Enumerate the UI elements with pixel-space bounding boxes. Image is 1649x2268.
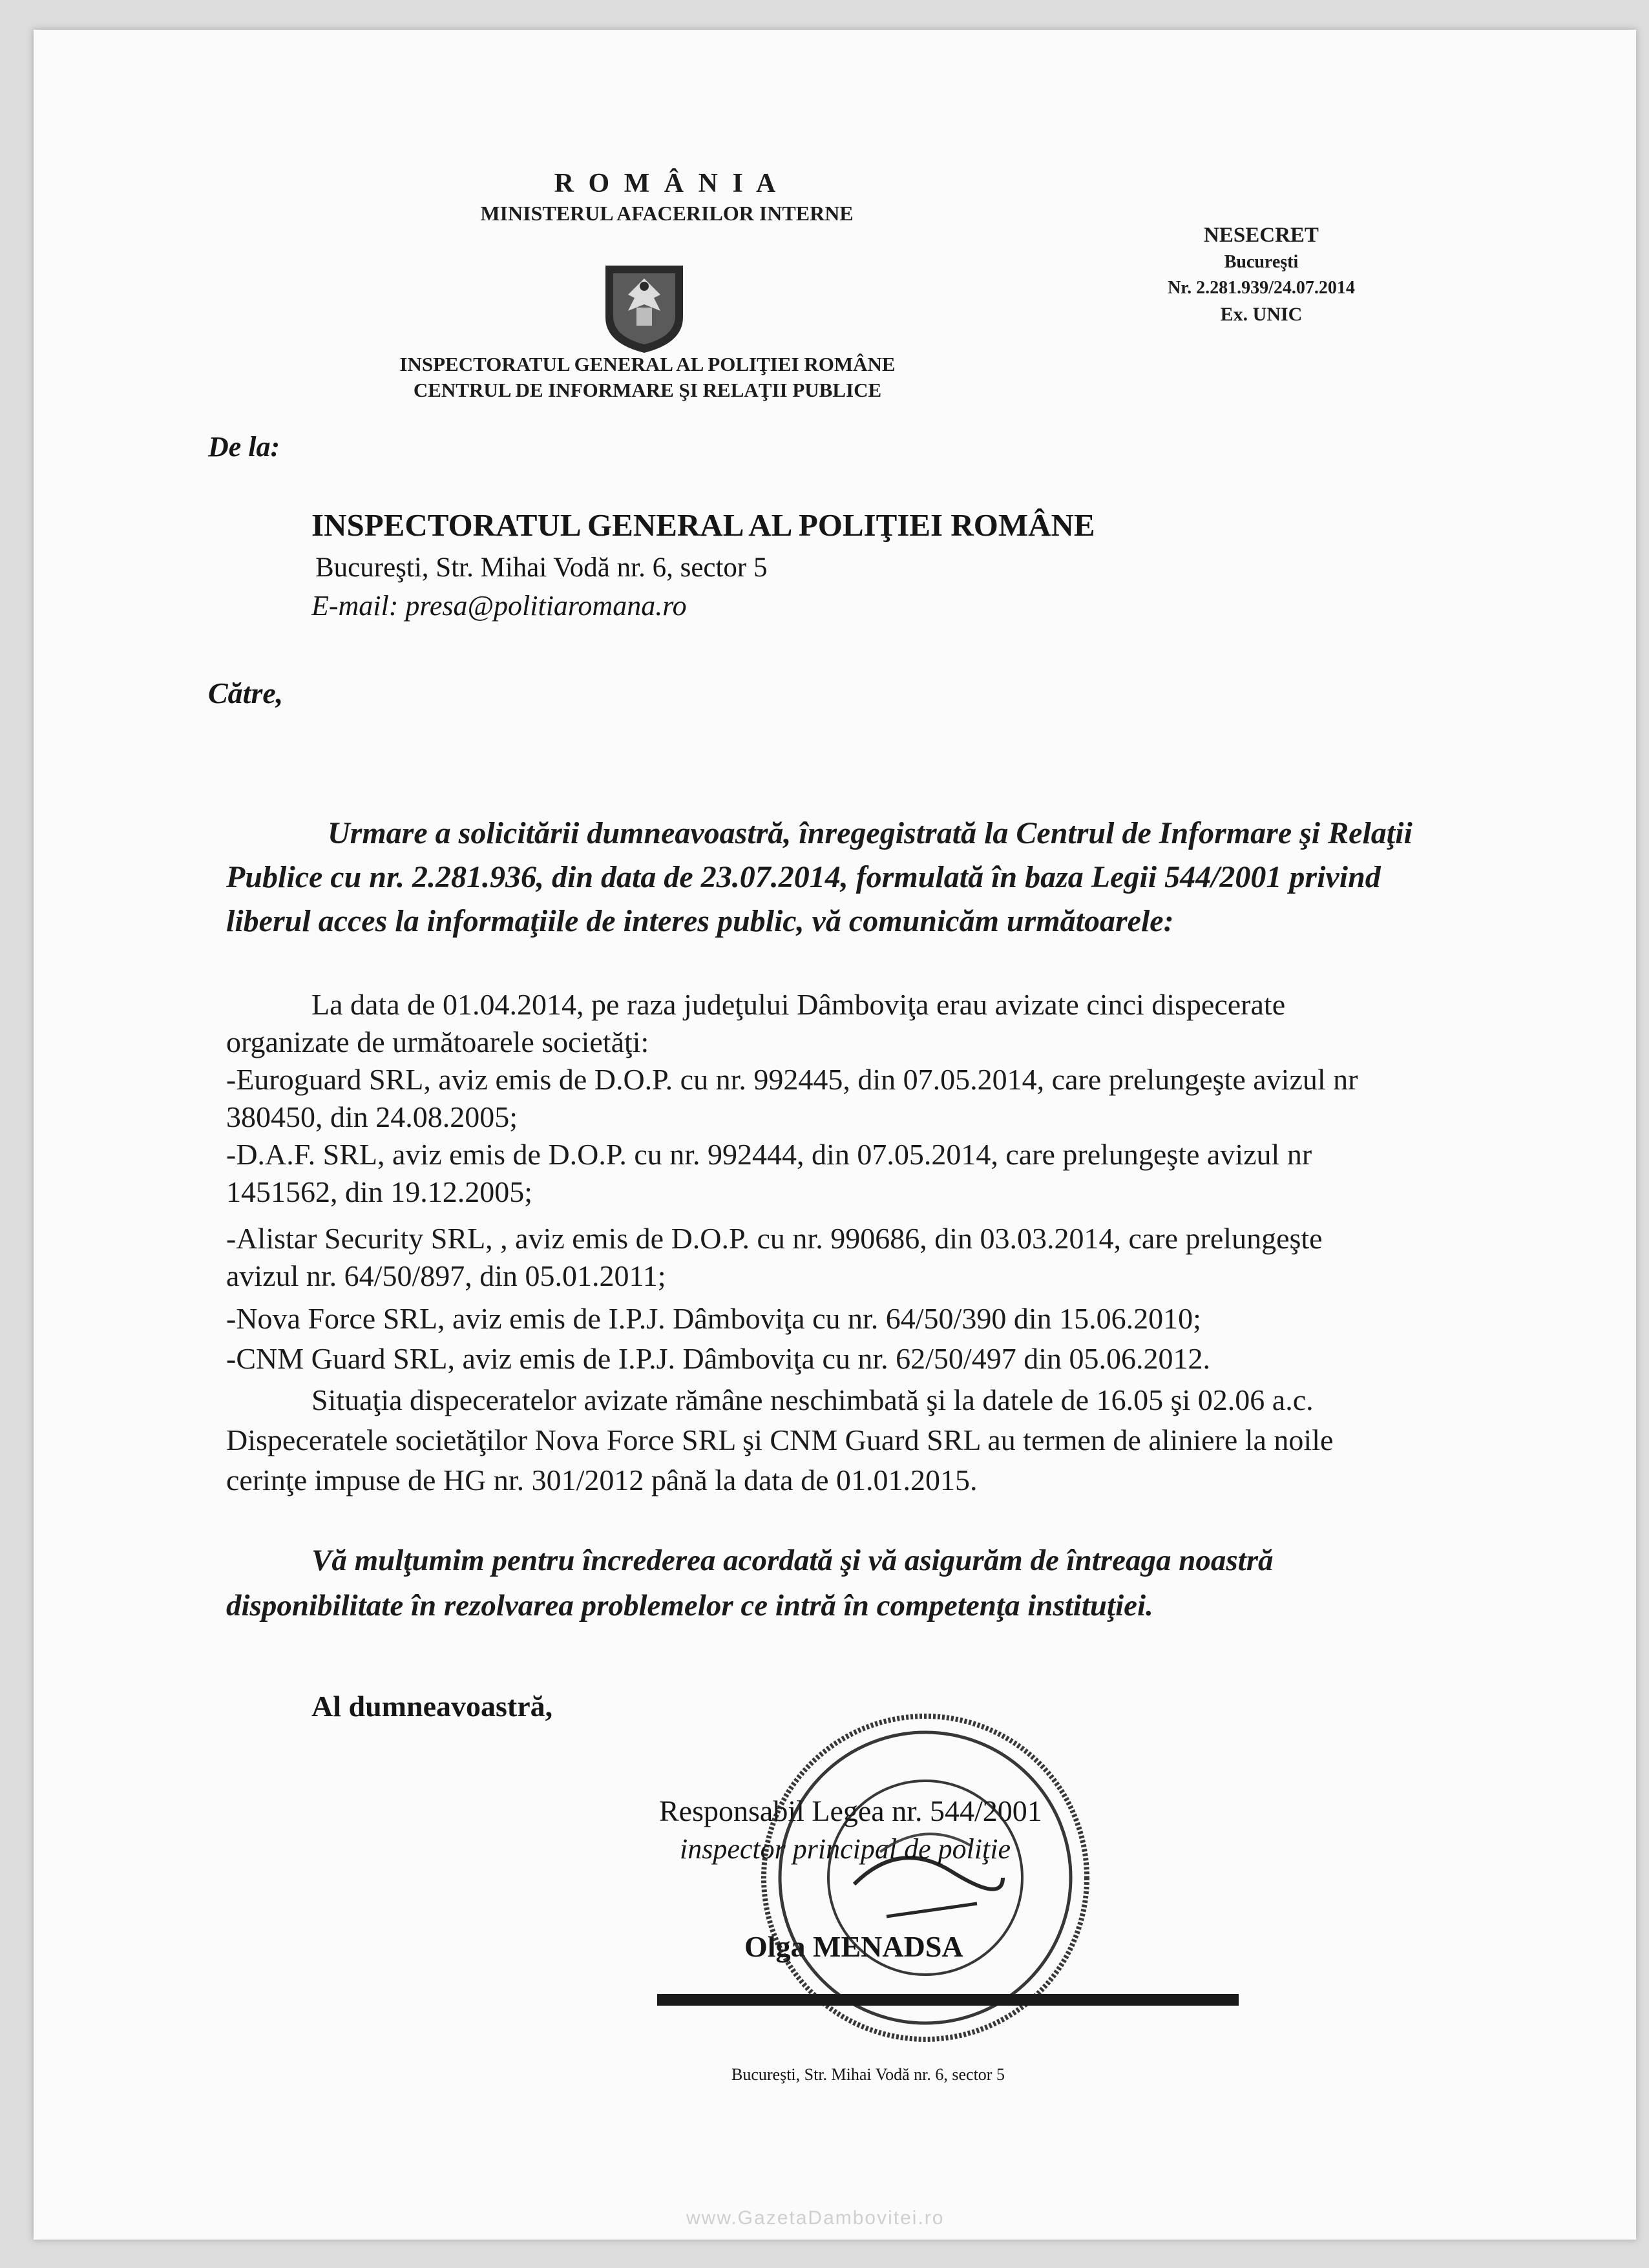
body-line-8: avizul nr. 64/50/897, din 05.01.2011; [226, 1259, 666, 1292]
ministry-title: MINISTERUL AFACERILOR INTERNE [480, 202, 854, 225]
body-line-9: -Nova Force SRL, aviz emis de I.P.J. Dâmboviţa cu nr. 64/50/390 din 15.06.2010; [226, 1302, 1201, 1335]
center-title: CENTRUL DE INFORMARE ŞI RELAŢII PUBLICE [413, 379, 882, 401]
body-line-6: 1451562, din 19.12.2005; [226, 1175, 533, 1208]
country-title: R O M Â N I A [554, 169, 780, 198]
body-line-5: -D.A.F. SRL, aviz emis de D.O.P. cu nr. 992444, din 07.05.2014, care prelungeşte avizul nr [226, 1138, 1312, 1171]
intro-line-2: Publice cu nr. 2.281.936, din data de 23.07.2014, formulată în baza Legii 544/2001 privind [226, 860, 1381, 894]
document-page [34, 30, 1636, 2240]
sender-name: INSPECTORATUL GENERAL AL POLIŢIEI ROMÂNE [311, 507, 1095, 543]
body-line-12: Dispeceratele societăţilor Nova Force SRL şi CNM Guard SRL au termen de aliniere la noile [226, 1423, 1334, 1456]
body-line-1: La data de 01.04.2014, pe raza judeţului Dâmboviţa erau avizate cinci dispecerate [311, 988, 1286, 1021]
closing-line-2: disponibilitate în rezolvarea problemelor ce intră în competenţa instituţiei. [226, 1589, 1153, 1622]
copy-mark: Ex. UNIC [1220, 304, 1303, 325]
signature-name: Olga MENADSA [744, 1930, 963, 1963]
registration-number: Nr. 2.281.939/24.07.2014 [1168, 278, 1355, 298]
recipient-label: Către, [208, 677, 284, 709]
salutation: Al dumneavoastră, [311, 1690, 553, 1723]
classification-status: NESECRET [1204, 224, 1319, 247]
body-line-7: -Alistar Security SRL, , aviz emis de D.O.P. cu nr. 990686, din 03.03.2014, care prelungeşte [226, 1222, 1323, 1255]
footer-address: Bucureşti, Str. Mihai Vodă nr. 6, sector 5 [731, 2065, 1005, 2084]
intro-line-1: Urmare a solicitării dumneavoastră, înregegistrată la Centrul de Informare şi Relaţii [328, 816, 1413, 850]
coat-of-arms-icon [599, 259, 689, 356]
sender-address: Bucureşti, Str. Mihai Vodă nr. 6, sector 5 [315, 552, 768, 583]
watermark: www.GazetaDambovitei.ro [686, 2207, 945, 2229]
body-line-4: 380450, din 24.08.2005; [226, 1100, 518, 1133]
sender-email: E-mail: presa@politiaromana.ro [311, 590, 687, 622]
body-line-13: cerinţe impuse de HG nr. 301/2012 până la data de 01.01.2015. [226, 1464, 978, 1496]
inspectorate-title: INSPECTORATUL GENERAL AL POLIŢIEI ROMÂNE [399, 353, 896, 375]
body-line-10: -CNM Guard SRL, aviz emis de I.P.J. Dâmboviţa cu nr. 62/50/497 din 05.06.2012. [226, 1342, 1210, 1375]
intro-line-3: liberul acces la informaţiile de interes public, vă comunicăm următoarele: [226, 904, 1174, 938]
sender-label: De la: [208, 431, 280, 463]
classification-city: Bucureşti [1224, 252, 1299, 272]
body-line-3: -Euroguard SRL, aviz emis de D.O.P. cu nr. 992445, din 07.05.2014, care prelungeşte avizul nr [226, 1063, 1358, 1096]
closing-line-1: Vă mulţumim pentru încrederea acordată şi vă asigurăm de întreaga noastră [311, 1544, 1274, 1577]
signature-title: inspector principal de poliţie [680, 1833, 1011, 1865]
body-line-11: Situaţia dispeceratelor avizate rămâne neschimbată şi la datele de 16.05 şi 02.06 a.c. [311, 1383, 1314, 1416]
signature-role: Responsabil Legea nr. 544/2001 [659, 1794, 1042, 1827]
body-line-2: organizate de următoarele societăţi: [226, 1025, 649, 1058]
signature-underline [657, 1994, 1239, 2006]
